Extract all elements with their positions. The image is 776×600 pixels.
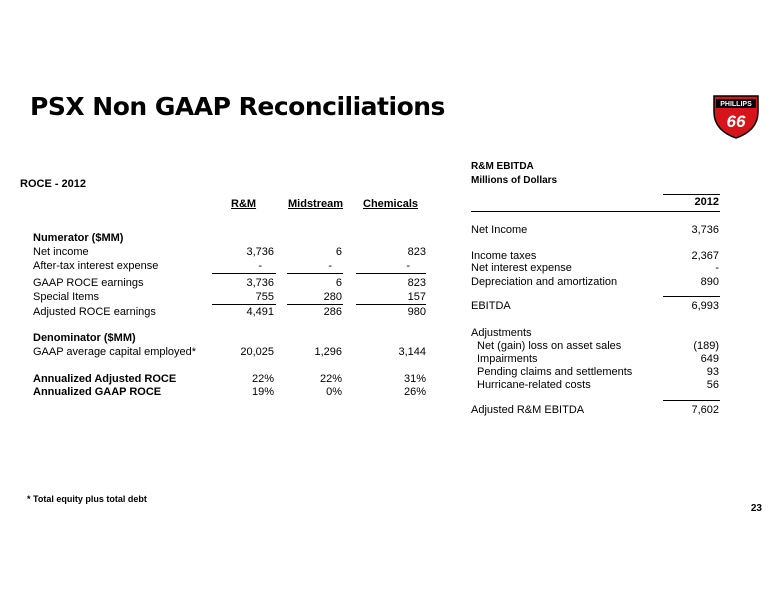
ebitda-value: 2,367 <box>691 250 719 262</box>
ebitda-value: 6,993 <box>691 300 719 312</box>
cell-value: 286 <box>323 306 342 318</box>
cell-value: 22% <box>251 373 274 385</box>
page-title: PSX Non GAAP Reconciliations <box>30 92 445 121</box>
ebitda-label-net-income: Net Income <box>471 224 528 236</box>
divider <box>212 304 276 305</box>
cell-value: 6 <box>335 277 342 289</box>
divider <box>471 211 720 212</box>
svg-text:PHILLIPS: PHILLIPS <box>720 101 752 108</box>
ebitda-label-gain-loss: Net (gain) loss on asset sales <box>477 340 622 352</box>
cell-value: - <box>328 260 332 272</box>
column-header-midstream: Midstream <box>288 198 344 210</box>
ebitda-value: - <box>715 262 719 274</box>
ebitda-label-depreciation: Depreciation and amortization <box>471 276 618 288</box>
ebitda-label-income-taxes: Income taxes <box>471 250 537 262</box>
ebitda-year-header: 2012 <box>694 196 719 208</box>
ebitda-title <box>471 160 557 188</box>
divider <box>287 273 343 274</box>
cell-value: 3,736 <box>246 246 274 258</box>
cell-value: 823 <box>407 246 426 258</box>
ebitda-value: 3,736 <box>691 224 719 236</box>
ebitda-value: 649 <box>700 353 719 365</box>
row-label-adjusted-earnings: Adjusted ROCE earnings <box>33 306 156 318</box>
ebitda-label-adjustments: Adjustments <box>471 327 532 339</box>
ebitda-title-line1: R&M EBITDA <box>471 161 534 172</box>
ebitda-label-net-interest: Net interest expense <box>471 262 572 274</box>
divider <box>663 296 720 297</box>
cell-value: 19% <box>251 386 274 398</box>
cell-value: 22% <box>319 373 342 385</box>
row-label-capital-employed: GAAP average capital employed* <box>33 346 197 358</box>
row-label-annualized-gaap: Annualized GAAP ROCE <box>33 386 162 398</box>
ebitda-label-ebitda: EBITDA <box>471 300 511 312</box>
cell-value: 20,025 <box>240 346 274 358</box>
divider <box>212 273 276 274</box>
ebitda-title-line2: Millions of Dollars <box>471 175 558 186</box>
divider <box>663 194 720 195</box>
ebitda-label-adjusted-ebitda: Adjusted R&M EBITDA <box>471 404 585 416</box>
ebitda-value: 890 <box>700 276 719 288</box>
row-label-net-income: Net income <box>33 246 89 258</box>
ebitda-value: (189) <box>693 340 719 352</box>
ebitda-value: 7,602 <box>691 404 719 416</box>
divider <box>663 400 720 401</box>
footnote: * Total equity plus total debt <box>27 494 147 504</box>
phillips-66-logo <box>710 90 762 140</box>
column-header-chemicals: Chemicals <box>363 198 419 210</box>
cell-value: 1,296 <box>314 346 342 358</box>
cell-value: - <box>406 260 410 272</box>
ebitda-value: 56 <box>706 379 719 391</box>
column-header-rm: R&M <box>231 198 257 210</box>
numerator-header: Numerator ($MM) <box>33 232 124 244</box>
cell-value: 755 <box>255 291 274 303</box>
cell-value: 823 <box>407 277 426 289</box>
cell-value: 980 <box>407 306 426 318</box>
cell-value: 26% <box>403 386 426 398</box>
row-label-gaap-earnings: GAAP ROCE earnings <box>33 277 144 289</box>
row-label-after-tax-interest: After-tax interest expense <box>33 260 159 272</box>
roce-title: ROCE - 2012 <box>20 178 87 190</box>
ebitda-value: 93 <box>706 366 719 378</box>
cell-value: 6 <box>335 246 342 258</box>
cell-value: 4,491 <box>246 306 274 318</box>
divider <box>356 304 426 305</box>
row-label-special-items: Special Items <box>33 291 100 303</box>
ebitda-label-hurricane: Hurricane-related costs <box>477 379 591 391</box>
cell-value: 31% <box>403 373 426 385</box>
denominator-header: Denominator ($MM) <box>33 332 136 344</box>
cell-value: 3,144 <box>398 346 426 358</box>
page-number: 23 <box>750 503 762 514</box>
cell-value: 280 <box>323 291 342 303</box>
cell-value: - <box>258 260 262 272</box>
divider <box>356 273 426 274</box>
cell-value: 0% <box>326 386 342 398</box>
cell-value: 3,736 <box>246 277 274 289</box>
ebitda-label-impairments: Impairments <box>477 353 538 365</box>
svg-text:66: 66 <box>726 112 746 131</box>
divider <box>287 304 343 305</box>
ebitda-label-pending-claims: Pending claims and settlements <box>477 366 633 378</box>
cell-value: 157 <box>407 291 426 303</box>
row-label-annualized-adjusted: Annualized Adjusted ROCE <box>33 373 177 385</box>
